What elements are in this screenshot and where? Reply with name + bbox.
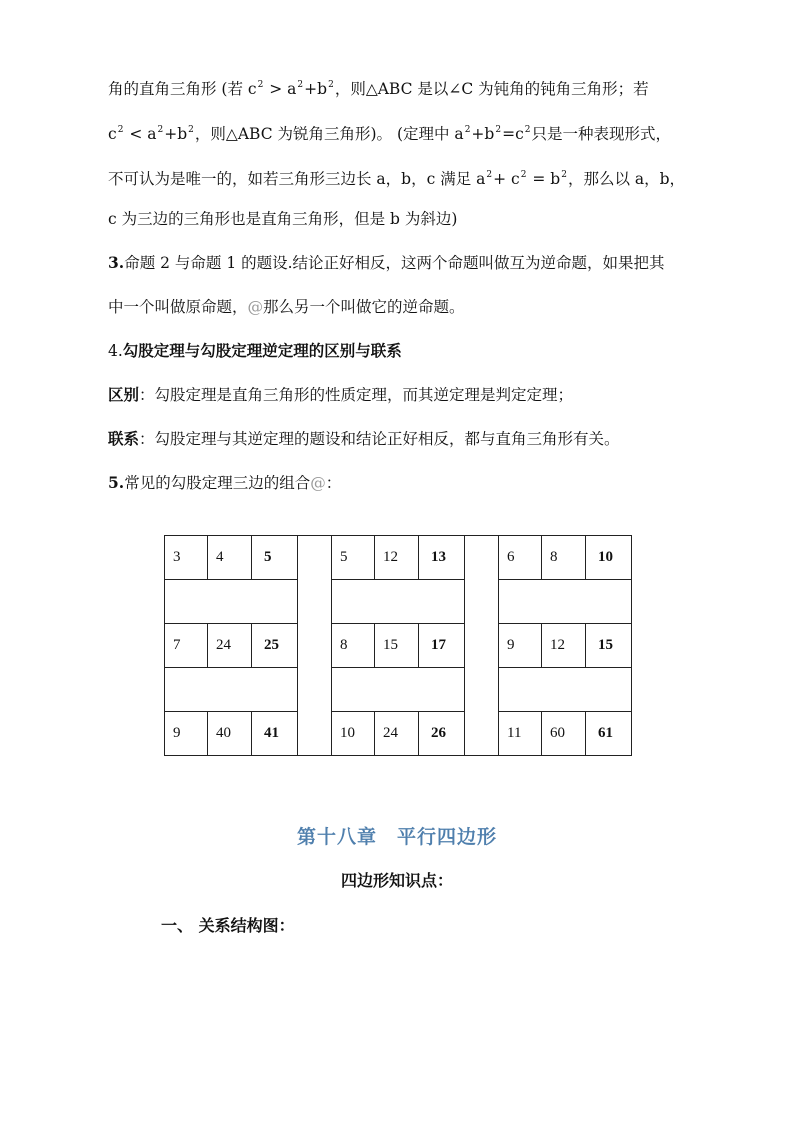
superscript: 2 <box>520 170 527 180</box>
text: ，则△ABC 是以∠C 为钝角的钝角三角形；若 <box>334 80 649 98</box>
table-gap-column <box>465 536 499 756</box>
text: 只是一种表现形式， <box>531 125 671 143</box>
relation-line <box>108 429 698 449</box>
table-cell: 3 <box>165 536 208 580</box>
superscript: 2 <box>561 170 567 180</box>
text: =c <box>502 125 524 143</box>
empty-cell <box>332 668 465 712</box>
text: +b <box>471 125 495 143</box>
item-4-heading <box>108 341 698 361</box>
item-number: 4. <box>108 342 123 360</box>
at-symbol: @ <box>247 298 264 316</box>
table-cell: 17 <box>419 624 465 668</box>
table-cell: 40 <box>208 712 252 756</box>
empty-cell <box>165 580 298 624</box>
table-gap-column <box>298 536 332 756</box>
item-number: 5. <box>108 473 125 492</box>
superscript: 2 <box>297 80 304 90</box>
table-cell: 6 <box>499 536 542 580</box>
paragraph-line-3 <box>108 165 698 189</box>
table-cell: 10 <box>586 536 632 580</box>
item-5-line <box>108 473 698 493</box>
label: 区别 <box>108 385 140 404</box>
text: ：勾股定理是直角三角形的性质定理，而其逆定理是判定定理； <box>139 386 574 404</box>
text: 中一个叫做原命题， <box>108 298 248 316</box>
superscript: 2 <box>486 170 493 180</box>
superscript: 2 <box>464 125 471 135</box>
section-subtitle: 四边形知识点： <box>340 871 453 890</box>
table-cell: 9 <box>165 712 208 756</box>
text: +b <box>304 80 328 98</box>
text: = b <box>527 170 561 188</box>
table-cell: 8 <box>332 624 375 668</box>
table-cell: 10 <box>332 712 375 756</box>
text: + c <box>493 170 520 188</box>
table-cell: 60 <box>542 712 586 756</box>
empty-cell <box>332 580 465 624</box>
text: ，则△ABC 为锐角三角形)。 (定理中 a <box>194 125 464 143</box>
superscript: 2 <box>188 125 194 135</box>
text: 命题 2 与命题 1 的题设.结论正好相反，这两个命题叫做互为逆命题，如果把其 <box>124 254 665 272</box>
heading-text: 勾股定理与勾股定理逆定理的区别与联系 <box>122 341 402 360</box>
text: 那么另一个叫做它的逆命题。 <box>263 298 465 316</box>
table-cell: 11 <box>499 712 542 756</box>
table-cell: 12 <box>542 624 586 668</box>
superscript: 2 <box>157 125 164 135</box>
table-cell: 4 <box>208 536 252 580</box>
paragraph-line-4 <box>108 209 698 229</box>
item-3-line-2 <box>108 297 698 317</box>
text: ，那么以 a，b， <box>567 170 686 188</box>
text: < a <box>124 125 157 143</box>
table-cell: 25 <box>252 624 298 668</box>
section-heading: 一、 关系结构图： <box>161 916 295 935</box>
table-cell: 5 <box>252 536 298 580</box>
superscript: 2 <box>524 125 531 135</box>
superscript: 2 <box>328 80 334 90</box>
table-cell: 13 <box>419 536 465 580</box>
table-cell: 8 <box>542 536 586 580</box>
table-cell: 12 <box>375 536 419 580</box>
superscript: 2 <box>257 80 264 90</box>
pythagorean-triples-table <box>164 535 632 756</box>
text: ： <box>325 474 342 492</box>
table-row <box>165 712 632 756</box>
text: c 为三边的三角形也是直角三角形，但是 b 为斜边) <box>108 210 458 228</box>
empty-cell <box>499 668 632 712</box>
superscript: 2 <box>117 125 124 135</box>
at-symbol: @ <box>310 474 326 492</box>
table-spacer-row <box>165 668 632 712</box>
item-number: 3. <box>108 253 125 272</box>
item-3-line-1 <box>108 253 698 273</box>
text: 角的直角三角形 (若 c <box>108 80 257 98</box>
table-cell: 41 <box>252 712 298 756</box>
table-cell: 7 <box>165 624 208 668</box>
text: +b <box>164 125 188 143</box>
table-cell: 9 <box>499 624 542 668</box>
empty-cell <box>499 580 632 624</box>
label: 联系 <box>108 429 140 448</box>
table-cell: 24 <box>208 624 252 668</box>
table-row <box>165 624 632 668</box>
paragraph-line-2 <box>108 120 698 144</box>
table-spacer-row <box>165 580 632 624</box>
superscript: 2 <box>495 125 502 135</box>
difference-line <box>108 385 698 405</box>
table-cell: 26 <box>419 712 465 756</box>
table-cell: 5 <box>332 536 375 580</box>
table-row <box>165 536 632 580</box>
table-cell: 24 <box>375 712 419 756</box>
text: > a <box>264 80 297 98</box>
table-cell: 15 <box>586 624 632 668</box>
table-cell: 15 <box>375 624 419 668</box>
text: 常见的勾股定理三边的组合 <box>124 474 311 492</box>
text: 不可认为是唯一的，如若三角形三边长 a，b，c 满足 a <box>108 170 486 188</box>
chapter-title: 第十八章 平行四边形 <box>296 826 497 848</box>
empty-cell <box>165 668 298 712</box>
table-cell: 61 <box>586 712 632 756</box>
paragraph-line-1 <box>108 75 698 99</box>
text: ：勾股定理与其逆定理的题设和结论正好相反，都与直角三角形有关。 <box>139 430 620 448</box>
text: c <box>108 125 117 143</box>
